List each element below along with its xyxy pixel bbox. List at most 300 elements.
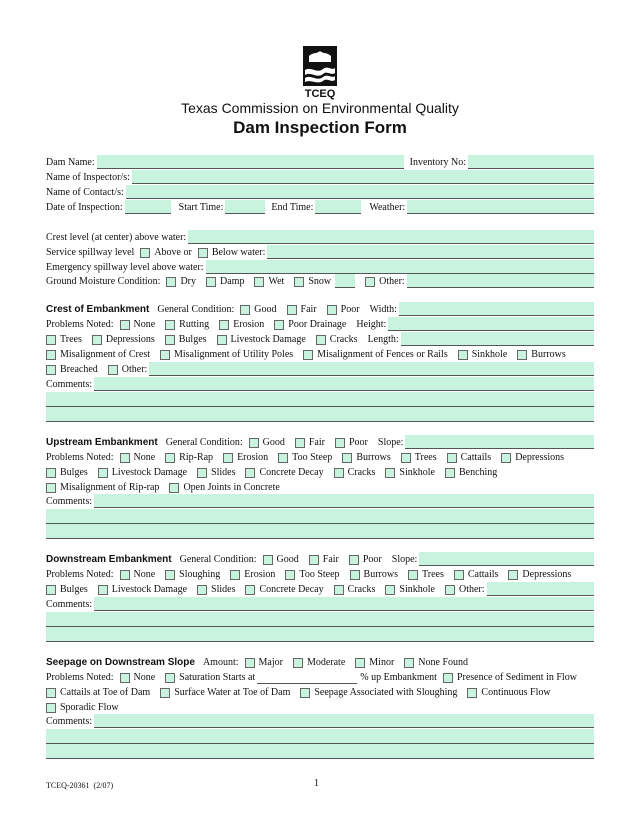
problem-option[interactable] bbox=[120, 319, 156, 331]
emergency-spillway-label: Emergency spillway level above water: bbox=[46, 262, 204, 273]
logo-text: TCEQ bbox=[304, 88, 336, 100]
option-label: Concrete Decay bbox=[259, 467, 324, 478]
option-label: Misalignment of Rip-rap bbox=[60, 482, 160, 493]
problem-option[interactable] bbox=[98, 467, 187, 479]
good-checkbox[interactable] bbox=[263, 555, 273, 565]
downstream-problems-row-1 bbox=[46, 567, 594, 581]
general-condition-label: General Condition: bbox=[179, 554, 257, 565]
inspectors-label: Name of Inspector/s: bbox=[46, 172, 130, 183]
saturation-checkbox[interactable] bbox=[165, 673, 175, 683]
option-label: Bulges bbox=[178, 334, 207, 345]
checkbox[interactable] bbox=[355, 658, 365, 668]
checkbox[interactable] bbox=[245, 468, 255, 478]
problem-option[interactable] bbox=[46, 334, 82, 346]
ground-other-field[interactable] bbox=[407, 274, 594, 288]
snow-checkbox[interactable] bbox=[294, 277, 304, 287]
tceq-logo-icon bbox=[303, 46, 337, 86]
option-label: None bbox=[133, 452, 156, 463]
above-or-label: Above or bbox=[154, 247, 192, 258]
problem-option[interactable] bbox=[274, 319, 346, 331]
option-label: Minor bbox=[369, 657, 395, 668]
date-row bbox=[46, 200, 594, 214]
option-label: Bulges bbox=[60, 584, 88, 595]
option-label: Too Steep bbox=[292, 452, 333, 463]
option-label: Sloughing bbox=[179, 569, 221, 580]
problem-option[interactable] bbox=[219, 319, 264, 331]
good-checkbox[interactable] bbox=[249, 438, 259, 448]
option-wet[interactable] bbox=[254, 276, 284, 288]
upstream-condition-row bbox=[46, 435, 594, 449]
comments-label: Comments: bbox=[46, 599, 93, 610]
problem-option[interactable] bbox=[197, 584, 235, 596]
crest-comments-row bbox=[46, 377, 594, 391]
downstream-problems-row-2 bbox=[46, 582, 594, 596]
problem-option[interactable] bbox=[278, 452, 332, 464]
other-checkbox[interactable] bbox=[108, 365, 118, 375]
upstream-section-title: Upstream Embankment bbox=[46, 437, 158, 448]
option-label: Burrows bbox=[356, 452, 391, 463]
dam-name-field[interactable] bbox=[97, 155, 404, 169]
checkbox[interactable] bbox=[458, 350, 468, 360]
snow-field[interactable] bbox=[335, 274, 355, 288]
option-label: Slides bbox=[211, 584, 236, 595]
problems-noted-label: Problems Noted: bbox=[46, 672, 114, 683]
contacts-field[interactable] bbox=[126, 185, 594, 199]
upstream-slope-field[interactable] bbox=[405, 435, 594, 449]
problem-option[interactable] bbox=[165, 319, 209, 331]
downstream-slope-field[interactable] bbox=[419, 552, 594, 566]
problem-option[interactable] bbox=[350, 569, 398, 581]
option-good[interactable] bbox=[249, 437, 285, 449]
width-field[interactable] bbox=[399, 302, 594, 316]
checkbox[interactable] bbox=[501, 453, 511, 463]
checkbox[interactable] bbox=[120, 673, 130, 683]
crest-other-field[interactable] bbox=[149, 362, 594, 376]
problem-option[interactable] bbox=[46, 584, 88, 596]
problem-option[interactable] bbox=[165, 452, 213, 464]
option-label: Good bbox=[276, 554, 299, 565]
option-label: Cattails bbox=[467, 569, 499, 580]
checkbox[interactable] bbox=[293, 658, 303, 668]
option-label: Good bbox=[262, 437, 285, 448]
below-checkbox[interactable] bbox=[198, 248, 208, 258]
checkbox[interactable] bbox=[169, 483, 179, 493]
problem-option[interactable] bbox=[46, 687, 150, 699]
problem-option[interactable] bbox=[46, 349, 150, 361]
upstream-problems-row-3 bbox=[46, 480, 594, 494]
general-condition-label: General Condition: bbox=[157, 304, 235, 315]
option-fair[interactable] bbox=[309, 554, 339, 566]
checkbox[interactable] bbox=[274, 320, 284, 330]
checkbox[interactable] bbox=[120, 570, 130, 580]
option-label: Wet bbox=[268, 276, 285, 287]
problem-option[interactable] bbox=[165, 569, 220, 581]
checkbox[interactable] bbox=[160, 688, 170, 698]
option-label: Depressions bbox=[522, 569, 572, 580]
seepage-problems-row-1 bbox=[46, 670, 594, 684]
checkbox[interactable] bbox=[316, 335, 326, 345]
option-label: Seepage Associated with Sloughing bbox=[314, 687, 458, 698]
agency-name: Texas Commission on Environmental Quality bbox=[181, 100, 459, 116]
checkbox[interactable] bbox=[454, 570, 464, 580]
wet-checkbox[interactable] bbox=[254, 277, 264, 287]
crest-problems-row-2 bbox=[46, 332, 594, 346]
good-checkbox[interactable] bbox=[240, 305, 250, 315]
crest-comments-field[interactable] bbox=[94, 377, 594, 391]
problem-option[interactable] bbox=[334, 584, 376, 596]
fair-checkbox[interactable] bbox=[309, 555, 319, 565]
crest-level-field[interactable] bbox=[188, 230, 594, 244]
checkbox[interactable] bbox=[404, 658, 414, 668]
problem-option[interactable] bbox=[160, 349, 293, 361]
date-label: Date of Inspection: bbox=[46, 202, 123, 213]
crest-problems-row-3 bbox=[46, 347, 594, 361]
option-label: Livestock Damage bbox=[230, 334, 306, 345]
option-label: None bbox=[133, 672, 156, 683]
seepage-problems-row-2 bbox=[46, 685, 594, 699]
option-label: Livestock Damage bbox=[111, 467, 188, 478]
checkbox[interactable] bbox=[46, 688, 56, 698]
option-label: Rip-Rap bbox=[179, 452, 214, 463]
weather-field[interactable] bbox=[407, 200, 594, 214]
downstream-comments-field[interactable] bbox=[94, 597, 594, 611]
option-poor[interactable] bbox=[335, 437, 368, 449]
problem-option[interactable] bbox=[46, 702, 119, 714]
option-label: Livestock Damage bbox=[111, 584, 188, 595]
contacts-label: Name of Contact/s: bbox=[46, 187, 124, 198]
checkbox[interactable] bbox=[219, 320, 229, 330]
option-label: Moderate bbox=[306, 657, 346, 668]
amount-option[interactable] bbox=[355, 657, 394, 669]
checkbox[interactable] bbox=[160, 350, 170, 360]
checkbox[interactable] bbox=[46, 335, 56, 345]
other-checkbox[interactable] bbox=[445, 585, 455, 595]
option-label: Fair bbox=[322, 554, 339, 565]
option-poor[interactable] bbox=[349, 554, 382, 566]
dam-name-row bbox=[46, 155, 594, 169]
width-label: Width: bbox=[369, 304, 397, 315]
option-label: Poor Drainage bbox=[288, 319, 347, 330]
fair-checkbox[interactable] bbox=[295, 438, 305, 448]
other-checkbox[interactable] bbox=[365, 277, 375, 287]
option-label: Sinkhole bbox=[399, 584, 435, 595]
problem-option[interactable] bbox=[217, 334, 306, 346]
problem-option[interactable] bbox=[454, 569, 499, 581]
option-label: Poor bbox=[362, 554, 382, 565]
option-label: Misalignment of Fences or Rails bbox=[317, 349, 448, 360]
problem-option[interactable] bbox=[92, 334, 155, 346]
option-label: Erosion bbox=[233, 319, 265, 330]
problem-option[interactable] bbox=[120, 672, 156, 684]
checkbox[interactable] bbox=[165, 335, 175, 345]
emergency-spillway-field[interactable] bbox=[206, 260, 594, 274]
seepage-problems-row-3 bbox=[46, 700, 594, 714]
problem-option[interactable] bbox=[300, 687, 457, 699]
start-time-label: Start Time: bbox=[178, 202, 224, 213]
option-snow[interactable] bbox=[294, 276, 331, 288]
other-label: Other: bbox=[121, 364, 148, 375]
option-label: Burrows bbox=[531, 349, 566, 360]
checkbox[interactable] bbox=[98, 468, 108, 478]
problem-option[interactable] bbox=[169, 482, 279, 494]
emergency-spillway-row bbox=[46, 260, 594, 274]
checkbox[interactable] bbox=[46, 703, 56, 713]
pct-label: % up Embankment bbox=[360, 672, 437, 683]
checkbox[interactable] bbox=[385, 585, 395, 595]
option-label: Breached bbox=[60, 364, 98, 375]
checkbox[interactable] bbox=[350, 570, 360, 580]
problem-option[interactable] bbox=[245, 584, 323, 596]
problem-option[interactable] bbox=[501, 452, 564, 464]
end-time-field[interactable] bbox=[315, 200, 361, 214]
amount-label: Amount: bbox=[202, 657, 239, 668]
problem-option[interactable] bbox=[46, 482, 159, 494]
amount-option[interactable] bbox=[293, 657, 345, 669]
option-fair[interactable] bbox=[295, 437, 325, 449]
checkbox[interactable] bbox=[165, 320, 175, 330]
form-title: Dam Inspection Form bbox=[233, 118, 407, 137]
checkbox[interactable] bbox=[300, 688, 310, 698]
problem-option[interactable] bbox=[165, 334, 207, 346]
option-label: Cattails bbox=[460, 452, 492, 463]
crest-level-row bbox=[46, 230, 594, 244]
option-label: Cracks bbox=[329, 334, 358, 345]
upstream-comments-line[interactable] bbox=[46, 509, 594, 524]
checkbox[interactable] bbox=[385, 468, 395, 478]
crest-comments-line[interactable] bbox=[46, 392, 594, 407]
checkbox[interactable] bbox=[401, 453, 411, 463]
problem-option[interactable] bbox=[160, 687, 290, 699]
crest-level-label: Crest level (at center) above water: bbox=[46, 232, 187, 243]
checkbox[interactable] bbox=[46, 468, 56, 478]
option-label: Open Joints in Concrete bbox=[183, 482, 280, 493]
problem-option[interactable] bbox=[342, 452, 390, 464]
ground-moisture-label: Ground Moisture Condition: bbox=[46, 276, 161, 287]
downstream-comments-row bbox=[46, 597, 594, 611]
option-label: Rutting bbox=[179, 319, 210, 330]
option-label: None bbox=[133, 569, 156, 580]
amount-option[interactable] bbox=[404, 657, 468, 669]
option-label: Cracks bbox=[347, 584, 376, 595]
crest-comments-line[interactable] bbox=[46, 407, 594, 422]
upstream-problems-row-1 bbox=[46, 450, 594, 464]
other-label: Other: bbox=[458, 584, 485, 595]
checkbox[interactable] bbox=[165, 570, 175, 580]
problem-option[interactable] bbox=[245, 467, 323, 479]
problem-option[interactable] bbox=[46, 467, 88, 479]
problem-option[interactable] bbox=[508, 569, 571, 581]
option-good[interactable] bbox=[240, 304, 276, 316]
slope-label: Slope: bbox=[377, 437, 404, 448]
option-label: Cattails at Toe of Dam bbox=[60, 687, 151, 698]
checkbox[interactable] bbox=[467, 688, 477, 698]
option-label: Burrows bbox=[363, 569, 398, 580]
problem-option[interactable] bbox=[447, 452, 492, 464]
checkbox[interactable] bbox=[197, 468, 207, 478]
seepage-comments-line[interactable] bbox=[46, 744, 594, 759]
option-label: Snow bbox=[308, 276, 332, 287]
problem-option[interactable] bbox=[197, 467, 235, 479]
breached-checkbox[interactable] bbox=[46, 365, 56, 375]
problems-noted-label: Problems Noted: bbox=[46, 569, 114, 580]
problem-option[interactable] bbox=[285, 569, 339, 581]
option-dry[interactable] bbox=[166, 276, 196, 288]
option-label: Slides bbox=[211, 467, 236, 478]
inventory-no-label: Inventory No: bbox=[409, 157, 466, 168]
end-time-label: End Time: bbox=[271, 202, 314, 213]
service-spillway-label: Service spillway level bbox=[46, 247, 135, 258]
option-label: Too Steep bbox=[299, 569, 340, 580]
upstream-comments-row bbox=[46, 494, 594, 508]
option-label: Benching bbox=[458, 467, 498, 478]
below-water-field[interactable] bbox=[267, 245, 594, 259]
checkbox[interactable] bbox=[230, 570, 240, 580]
checkbox[interactable] bbox=[245, 658, 255, 668]
option-label: Trees bbox=[422, 569, 444, 580]
upstream-comments-line[interactable] bbox=[46, 524, 594, 539]
seepage-comments-line[interactable] bbox=[46, 729, 594, 744]
problem-option[interactable] bbox=[230, 569, 275, 581]
option-label: Sporadic Flow bbox=[60, 702, 119, 713]
checkbox[interactable] bbox=[165, 453, 175, 463]
option-label: Surface Water at Toe of Dam bbox=[174, 687, 291, 698]
height-label: Height: bbox=[356, 319, 387, 330]
downstream-comments-line[interactable] bbox=[46, 612, 594, 627]
poor-checkbox[interactable] bbox=[335, 438, 345, 448]
ground-moisture-row bbox=[46, 274, 594, 288]
problem-option[interactable] bbox=[401, 452, 437, 464]
amount-option[interactable] bbox=[245, 657, 283, 669]
seepage-section-title: Seepage on Downstream Slope bbox=[46, 657, 195, 668]
downstream-other-field[interactable] bbox=[487, 582, 594, 596]
option-label: Fair bbox=[308, 437, 325, 448]
checkbox[interactable] bbox=[334, 585, 344, 595]
option-label: Continuous Flow bbox=[481, 687, 551, 698]
problem-option[interactable] bbox=[120, 452, 156, 464]
length-field[interactable] bbox=[401, 332, 594, 346]
general-condition-label: General Condition: bbox=[165, 437, 243, 448]
damp-checkbox[interactable] bbox=[206, 277, 216, 287]
height-field[interactable] bbox=[388, 317, 594, 331]
problems-noted-label: Problems Noted: bbox=[46, 319, 114, 330]
problem-option[interactable] bbox=[443, 672, 577, 684]
problem-option[interactable] bbox=[385, 467, 435, 479]
problem-option[interactable] bbox=[467, 687, 550, 699]
problem-option[interactable] bbox=[316, 334, 358, 346]
option-label: Erosion bbox=[237, 452, 269, 463]
below-water-label: Below water: bbox=[211, 247, 266, 258]
downstream-section-title: Downstream Embankment bbox=[46, 554, 172, 565]
above-checkbox[interactable] bbox=[140, 248, 150, 258]
checkbox[interactable] bbox=[447, 453, 457, 463]
seepage-comments-row bbox=[46, 714, 594, 728]
checkbox[interactable] bbox=[46, 585, 56, 595]
option-label: Poor bbox=[348, 437, 368, 448]
checkbox[interactable] bbox=[303, 350, 313, 360]
inventory-no-field[interactable] bbox=[468, 155, 594, 169]
problem-option[interactable] bbox=[408, 569, 444, 581]
option-label: Bulges bbox=[60, 467, 88, 478]
option-good[interactable] bbox=[263, 554, 299, 566]
seepage-comments-field[interactable] bbox=[94, 714, 594, 728]
checkbox[interactable] bbox=[92, 335, 102, 345]
seepage-amount-row bbox=[46, 655, 594, 669]
checkbox[interactable] bbox=[508, 570, 518, 580]
problem-option[interactable] bbox=[458, 349, 508, 361]
upstream-comments-field[interactable] bbox=[94, 494, 594, 508]
checkbox[interactable] bbox=[46, 350, 56, 360]
checkbox[interactable] bbox=[245, 585, 255, 595]
service-spillway-row bbox=[46, 245, 594, 259]
checkbox[interactable] bbox=[98, 585, 108, 595]
form-id: TCEQ-20361 (2/07) bbox=[46, 781, 114, 790]
problem-option[interactable] bbox=[303, 349, 448, 361]
problem-option[interactable] bbox=[98, 584, 187, 596]
dry-checkbox[interactable] bbox=[166, 277, 176, 287]
checkbox[interactable] bbox=[278, 453, 288, 463]
option-label: Depressions bbox=[105, 334, 155, 345]
checkbox[interactable] bbox=[46, 483, 56, 493]
downstream-condition-row bbox=[46, 552, 594, 566]
option-damp[interactable] bbox=[206, 276, 244, 288]
checkbox[interactable] bbox=[223, 453, 233, 463]
checkbox[interactable] bbox=[342, 453, 352, 463]
fair-checkbox[interactable] bbox=[287, 305, 297, 315]
problem-option[interactable] bbox=[385, 584, 435, 596]
option-label: Dry bbox=[180, 276, 197, 287]
option-fair[interactable] bbox=[287, 304, 317, 316]
checkbox[interactable] bbox=[334, 468, 344, 478]
crest-condition-row bbox=[46, 302, 594, 316]
option-label: None Found bbox=[418, 657, 469, 668]
checkbox[interactable] bbox=[445, 468, 455, 478]
problem-option[interactable] bbox=[517, 349, 565, 361]
checkbox[interactable] bbox=[408, 570, 418, 580]
length-label: Length: bbox=[367, 334, 399, 345]
checkbox[interactable] bbox=[120, 320, 130, 330]
downstream-comments-line[interactable] bbox=[46, 627, 594, 642]
other-label: Other: bbox=[379, 276, 405, 287]
checkbox[interactable] bbox=[120, 453, 130, 463]
option-label: Concrete Decay bbox=[259, 584, 324, 595]
page-number: 1 bbox=[314, 778, 319, 789]
option-label: Damp bbox=[220, 276, 245, 287]
option-label: Depressions bbox=[515, 452, 565, 463]
checkbox[interactable] bbox=[285, 570, 295, 580]
problem-option[interactable] bbox=[223, 452, 268, 464]
start-time-field[interactable] bbox=[225, 200, 265, 214]
checkbox[interactable] bbox=[197, 585, 207, 595]
crest-other-row bbox=[46, 362, 594, 376]
option-label: Sinkhole bbox=[399, 467, 435, 478]
problem-option[interactable] bbox=[445, 467, 497, 479]
tceq-logo bbox=[303, 46, 337, 100]
checkbox[interactable] bbox=[443, 673, 453, 683]
inspectors-field[interactable] bbox=[132, 170, 594, 184]
comments-label: Comments: bbox=[46, 716, 93, 727]
option-poor[interactable] bbox=[327, 304, 360, 316]
problem-option[interactable] bbox=[334, 467, 376, 479]
checkbox[interactable] bbox=[217, 335, 227, 345]
poor-checkbox[interactable] bbox=[327, 305, 337, 315]
breached-option[interactable] bbox=[46, 364, 98, 376]
option-label: Good bbox=[254, 304, 277, 315]
checkbox[interactable] bbox=[517, 350, 527, 360]
date-field[interactable] bbox=[125, 200, 171, 214]
problem-option[interactable] bbox=[120, 569, 156, 581]
poor-checkbox[interactable] bbox=[349, 555, 359, 565]
saturation-field[interactable] bbox=[257, 671, 357, 684]
